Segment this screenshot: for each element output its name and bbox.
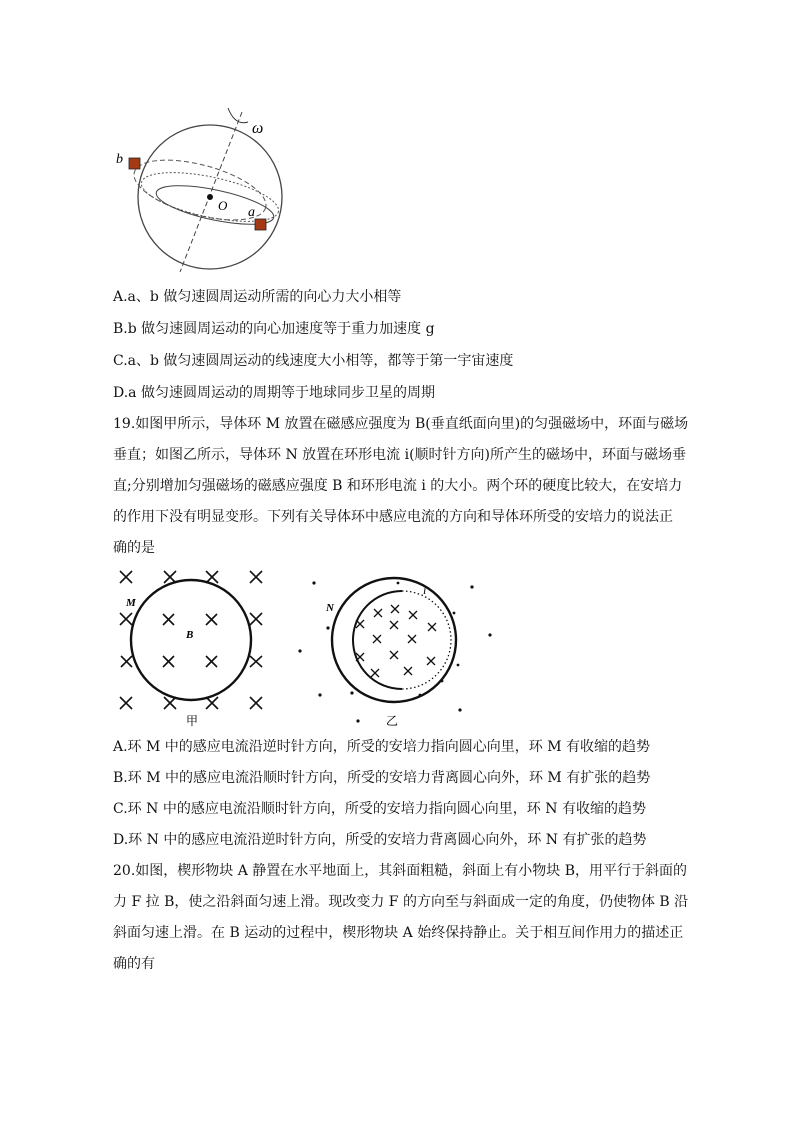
earth-center-dot [207,194,213,200]
q20-stem-line-3: 斜面匀速上滑。在 B 运动的过程中，楔形物块 A 始终保持静止。关于相互间作用力的描述正 [113,925,684,941]
q19-stem-line-2: 垂直；如图乙所示，导体环 N 放置在环形电流 i(顺时针方向)所产生的磁场中，环面与磁场垂 [113,447,686,463]
q19-option-d: D.环 N 中的感应电流沿逆时针方向，所受的安培力背离圆心向外，环 N 有扩张的趋势 [113,832,647,848]
label-M: M [126,597,136,609]
q19-stem-line-1: 19.如图甲所示，导体环 M 放置在磁感应强度为 B(垂直纸面向里)的匀强磁场中，环面与磁场 [113,416,689,432]
q20-stem-line-1: 20.如图，楔形物块 A 静置在水平地面上，其斜面粗糙，斜面上有小物块 B，用平行于斜面的 [113,863,688,879]
label-O: O [218,198,228,213]
label-N: N [326,602,334,614]
q19-option-c: C.环 N 中的感应电流沿顺时针方向，所受的安培力指向圆心向里，环 N 有收缩的趋势 [113,801,646,817]
satellite-a [255,219,266,230]
label-omega: ω [252,120,264,137]
current-field-crosses [356,605,436,677]
q18-option-d: D.a 做匀速圆周运动的周期等于地球同步卫星的周期 [113,385,435,401]
q18-option-c: C.a、b 做匀速圆周运动的线速度大小相等，都等于第一宇宙速度 [113,353,514,369]
q19-option-a: A.环 M 中的感应电流沿逆时针方向，所受的安培力指向圆心向里，环 M 有收缩的趋势 [113,739,651,755]
q20-stem-line-4: 确的有 [113,956,155,972]
figure-yi [290,565,510,730]
current-loop-i-dotted [402,591,451,689]
inside-field-dots [397,582,460,697]
q19-stem-line-3: 直;分别增加匀强磁场的磁感应强度 B 和环形电流 i 的大小。两个环的硬度比较大，在安培力 [113,478,683,494]
caption-jia: 甲 [186,714,199,728]
q20-stem-line-2: 力 F 拉 B，使之沿斜面匀速上滑。现改变力 F 的方向至与斜面成一定的角度，仍使物体 B 沿 [113,894,689,910]
satellite-b [129,158,140,169]
label-B: B [186,629,194,641]
q18-option-a: A.a、b 做匀速圆周运动所需的向心力大小相等 [113,289,402,305]
q19-option-b: B.环 M 中的感应电流沿顺时针方向，所受的安培力背离圆心向外，环 M 有扩张的趋势 [113,770,651,786]
q18-option-b: B.b 做匀速圆周运动的向心加速度等于重力加速度 g [113,321,435,337]
caption-yi: 乙 [386,714,399,728]
q19-stem-line-5: 确的是 [113,540,155,556]
figure-jia [110,565,280,730]
rotation-arrow [228,108,248,123]
label-i: i [423,583,427,597]
ring-N [332,578,456,702]
q19-stem-line-4: 的作用下没有明显变形。下列有关导体环中感应电流的方向和导体环所受的安培力的说法正 [113,509,673,525]
label-a: a [248,205,255,220]
rotation-axis [180,112,242,272]
label-b: b [116,152,123,167]
earth-orbit-figure [110,100,310,280]
